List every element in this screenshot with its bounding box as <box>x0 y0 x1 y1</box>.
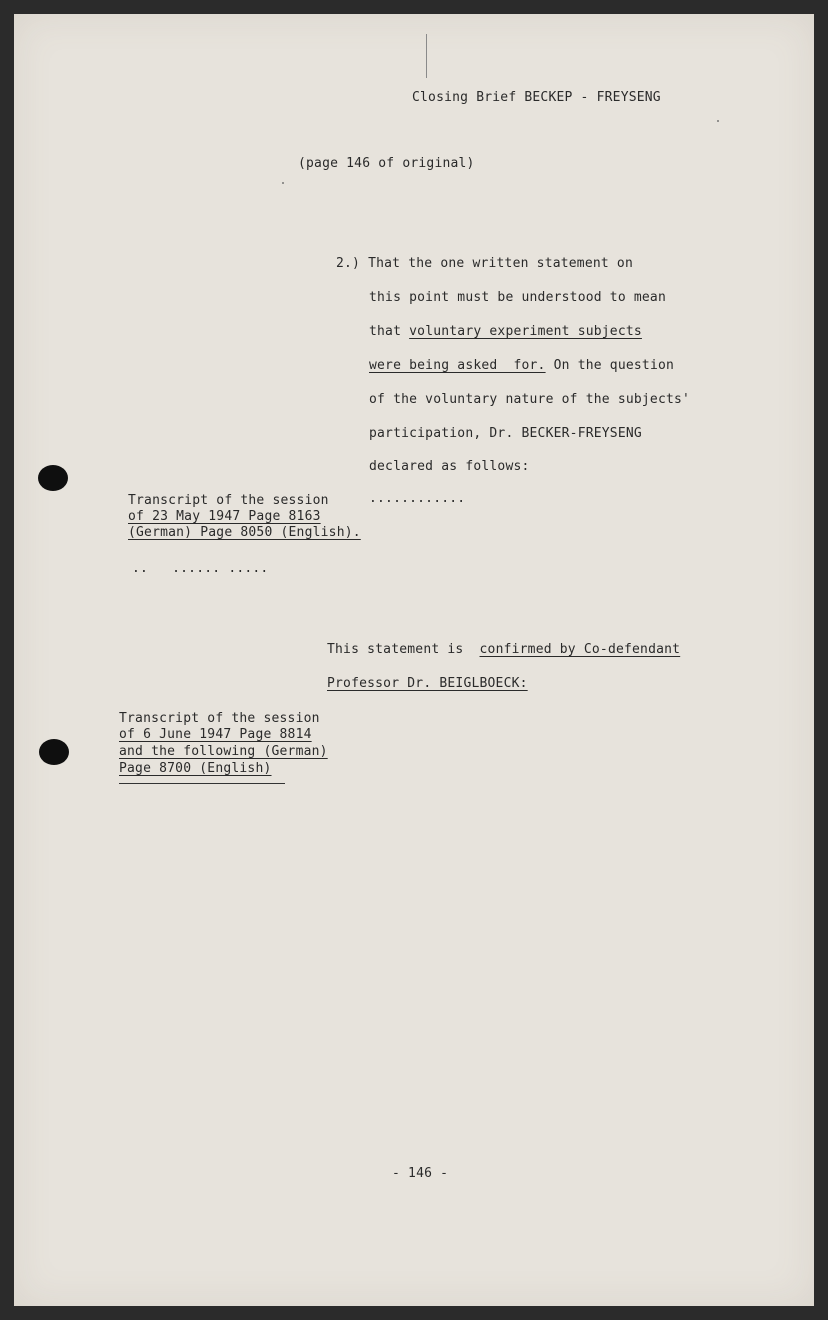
body-line: participation, Dr. BECKER-FREYSENG <box>369 426 642 441</box>
body-line <box>369 358 674 373</box>
body-line <box>369 324 642 339</box>
ellipsis-dots: .. ...... ..... <box>132 561 269 576</box>
margin-note-line: Transcript of the session <box>119 711 320 726</box>
body-line: this point must be understood to mean <box>369 290 666 305</box>
body-line <box>327 642 680 657</box>
paper-speck <box>717 120 719 122</box>
paper-mark <box>426 34 427 78</box>
punch-hole-bottom <box>39 739 69 765</box>
margin-note-line: and the following (German) <box>119 744 328 759</box>
header-title: Closing Brief BECKEP - FREYSENG <box>412 90 661 105</box>
margin-note-line: of 6 June 1947 Page 8814 <box>119 727 312 742</box>
underlined-phrase: were being asked for. <box>369 358 546 373</box>
body-line: Professor Dr. BEIGLBOECK: <box>327 676 528 691</box>
body-text: This statement is <box>327 642 480 657</box>
page-reference: (page 146 of original) <box>298 156 475 171</box>
margin-note-line: (German) Page 8050 (English). <box>128 525 361 540</box>
body-line: of the voluntary nature of the subjects' <box>369 392 691 407</box>
document-page <box>14 14 814 1306</box>
paper-speck <box>282 182 284 184</box>
body-line: 2.) That the one written statement on <box>336 256 633 271</box>
margin-note-line: of 23 May 1947 Page 8163 <box>128 509 321 524</box>
margin-note-line: Transcript of the session <box>128 493 329 508</box>
page-number: - 146 - <box>392 1166 449 1181</box>
ellipsis-dots: ............ <box>369 491 466 506</box>
body-text: that <box>369 324 410 339</box>
underline-rule <box>119 783 285 784</box>
underlined-phrase: confirmed by Co-defendant <box>479 642 681 657</box>
body-line: declared as follows: <box>369 459 530 474</box>
underlined-phrase: voluntary experiment subjects <box>409 324 642 339</box>
punch-hole-top <box>38 465 68 491</box>
margin-note-line: Page 8700 (English) <box>119 761 272 776</box>
body-text: On the question <box>545 358 675 373</box>
